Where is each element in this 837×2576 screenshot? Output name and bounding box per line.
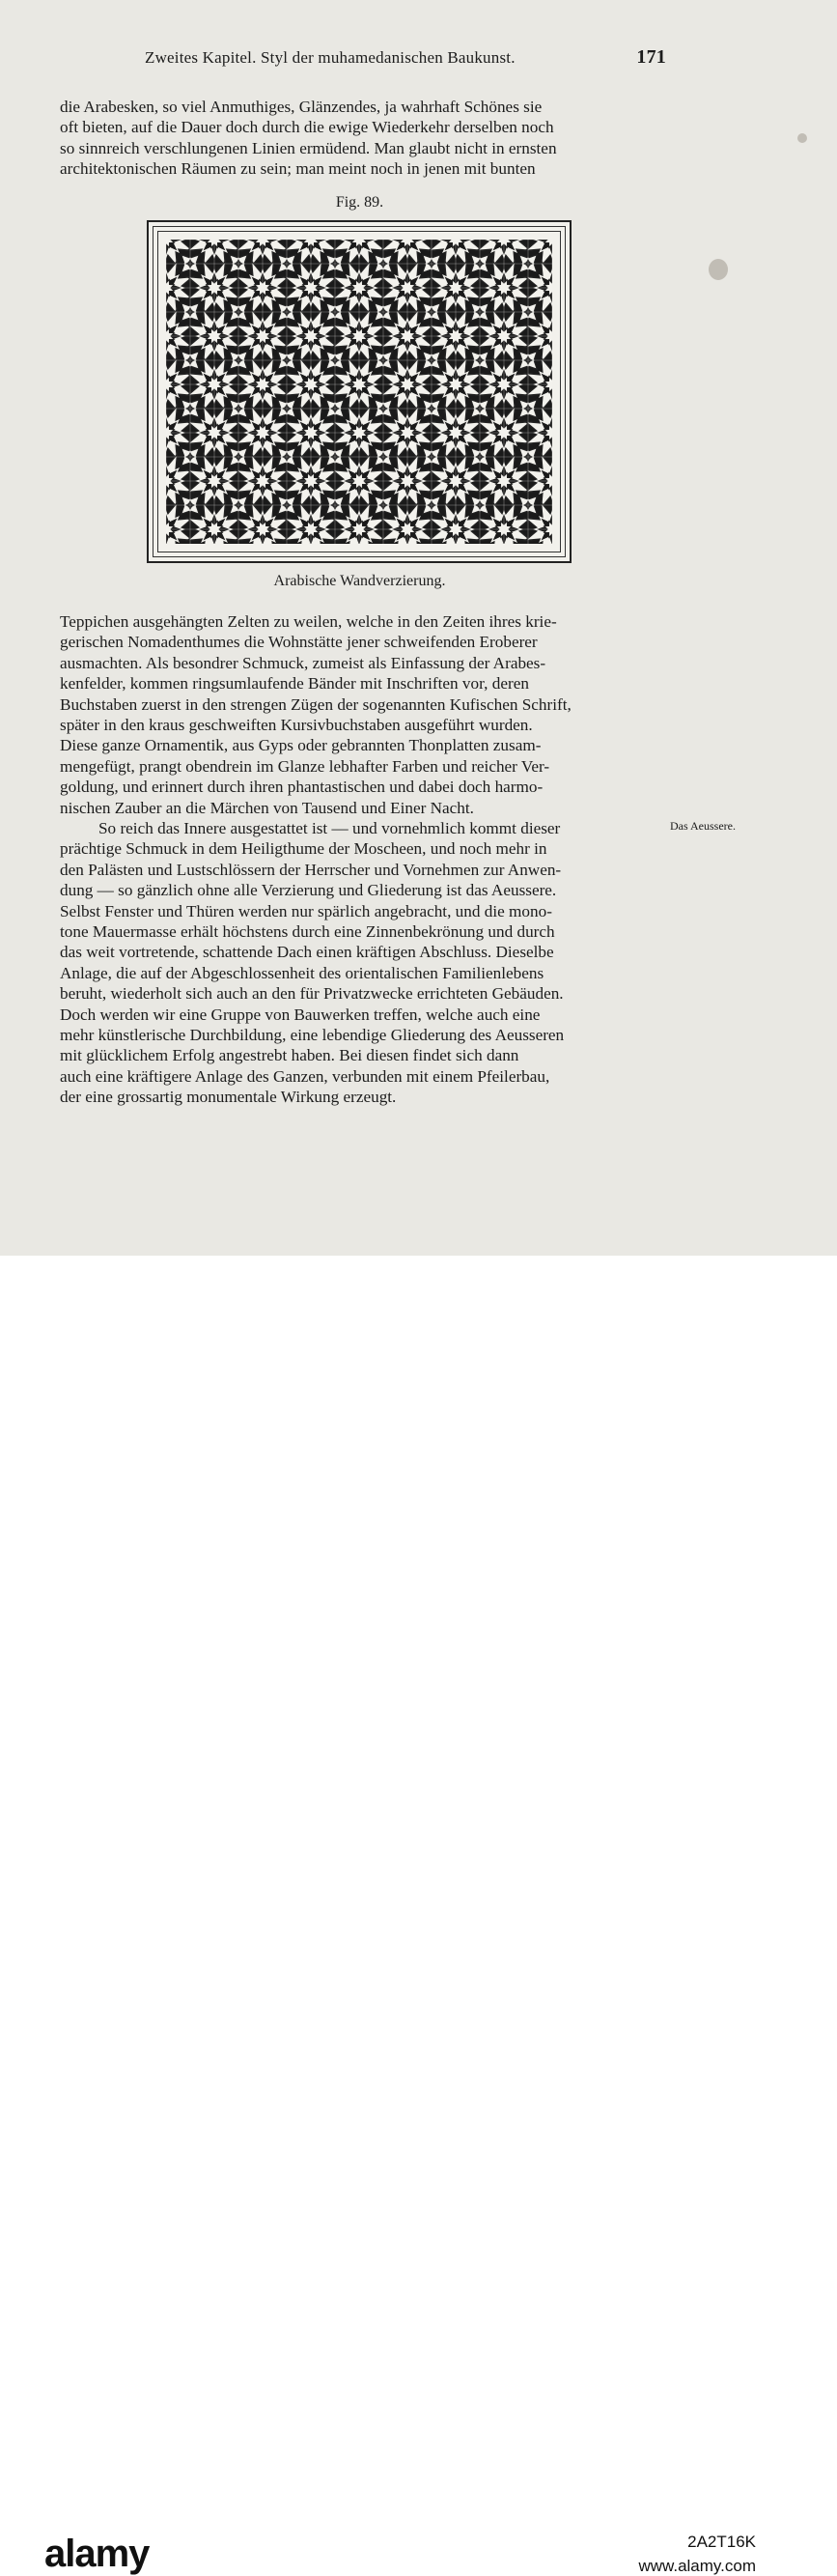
running-title: Zweites Kapitel. Styl der muhamedanischen Baukunst. xyxy=(145,48,516,67)
text-line: oft bieten, auf die Dauer doch durch die ewige Wiederkehr derselben noch xyxy=(60,118,554,137)
text-line: prächtige Schmuck in dem Heiligthume der Moscheen, und noch mehr in xyxy=(60,839,547,859)
figure-label: Fig. 89. xyxy=(335,194,384,211)
text-line: mit glücklichem Erfolg angestrebt haben. Bei diesen findet sich dann xyxy=(60,1046,519,1065)
body-paragraph-2 xyxy=(60,818,668,1108)
book-page xyxy=(0,0,837,1256)
text-line: ausmachten. Als besondrer Schmuck, zumeist als Einfassung der Arabes- xyxy=(60,653,546,672)
text-line: Diese ganze Ornamentik, aus Gyps oder gebrannten Thonplatten zusam- xyxy=(60,736,542,755)
text-line: Teppichen ausgehängten Zelten zu weilen, welche in den Zeiten ihres krie- xyxy=(60,612,557,631)
page-number: 171 xyxy=(636,46,666,68)
text-line: Selbst Fenster und Thüren werden nur spärlich angebracht, und die mono- xyxy=(60,901,552,920)
text-line: mehr künstlerische Durchbildung, eine lebendige Gliederung des Aeusseren xyxy=(60,1026,565,1045)
alamy-logo: alamy xyxy=(44,2533,150,2575)
paper-stain xyxy=(709,259,728,280)
text-line: nischen Zauber an die Märchen von Tausend und Einer Nacht. xyxy=(60,798,474,817)
text-line: gerischen Nomadenthumes die Wohnstätte jener schweifenden Eroberer xyxy=(60,633,538,652)
text-line: auch eine kräftigere Anlage des Ganzen, verbunden mit einem Pfeilerbau, xyxy=(60,1066,550,1086)
text-line: so sinnreich verschlungenen Linien ermüdend. Man glaubt nicht in ernsten xyxy=(60,138,557,157)
text-line: die Arabesken, so viel Anmuthiges, Glänzendes, ja wahrhaft Schönes sie xyxy=(60,98,543,116)
text-line: Buchstaben zuerst in den strengen Zügen der sogenannten Kufischen Schrift, xyxy=(60,694,572,714)
arabesque-figure xyxy=(147,220,572,563)
text-line: architektonischen Räumen zu sein; man meint noch in jenen mit bunten xyxy=(60,159,536,179)
margin-note: Das Aeussere. xyxy=(670,819,736,833)
text-line: mengefügt, prangt obendrein im Glanze lebhafter Farben und reicher Ver- xyxy=(60,756,550,776)
text-line: der eine grossartig monumentale Wirkung erzeugt. xyxy=(60,1088,397,1107)
paper-stain xyxy=(797,133,807,143)
running-header xyxy=(145,48,666,68)
stock-watermark-bar xyxy=(0,1256,837,2575)
body-paragraph-1 xyxy=(60,611,668,818)
text-line: später in den kraus geschweiften Kursivbuchstaben ausgeführt wurden. xyxy=(60,716,533,735)
text-line: Anlage, die auf der Abgeschlossenheit des orientalischen Familienlebens xyxy=(60,963,544,982)
stock-url: www.alamy.com xyxy=(638,2557,756,2575)
arabesque-pattern xyxy=(166,240,552,544)
text-line: goldung, und erinnert durch ihren phantastischen und dabei doch harmo- xyxy=(60,778,544,797)
text-line: das weit vortretende, schattende Dach einen kräftigen Abschluss. Dieselbe xyxy=(60,943,554,962)
intro-paragraph xyxy=(60,97,668,180)
text-line: So reich das Innere ausgestattet ist — und vornehmlich kommt dieser xyxy=(98,819,561,837)
text-line: den Palästen und Lustschlössern der Herrscher und Vornehmen zur Anwen- xyxy=(60,860,562,879)
text-line: kenfelder, kommen ringsumlaufende Bänder mit Inschriften vor, deren xyxy=(60,674,529,694)
text-line: tone Mauermasse erhält höchstens durch eine Zinnenbekrönung und durch xyxy=(60,922,555,942)
stock-image-id: 2A2T16K xyxy=(687,2533,756,2551)
figure-caption: Arabische Wandverzierung. xyxy=(273,573,446,589)
text-line: beruht, wiederholt sich auch an den für Privatzwecke errichteten Gebäuden. xyxy=(60,984,564,1004)
text-line: Doch werden wir eine Gruppe von Bauwerken treffen, welche auch eine xyxy=(60,1005,541,1024)
text-line: dung — so gänzlich ohne alle Verzierung und Gliederung ist das Aeussere. xyxy=(60,881,557,900)
